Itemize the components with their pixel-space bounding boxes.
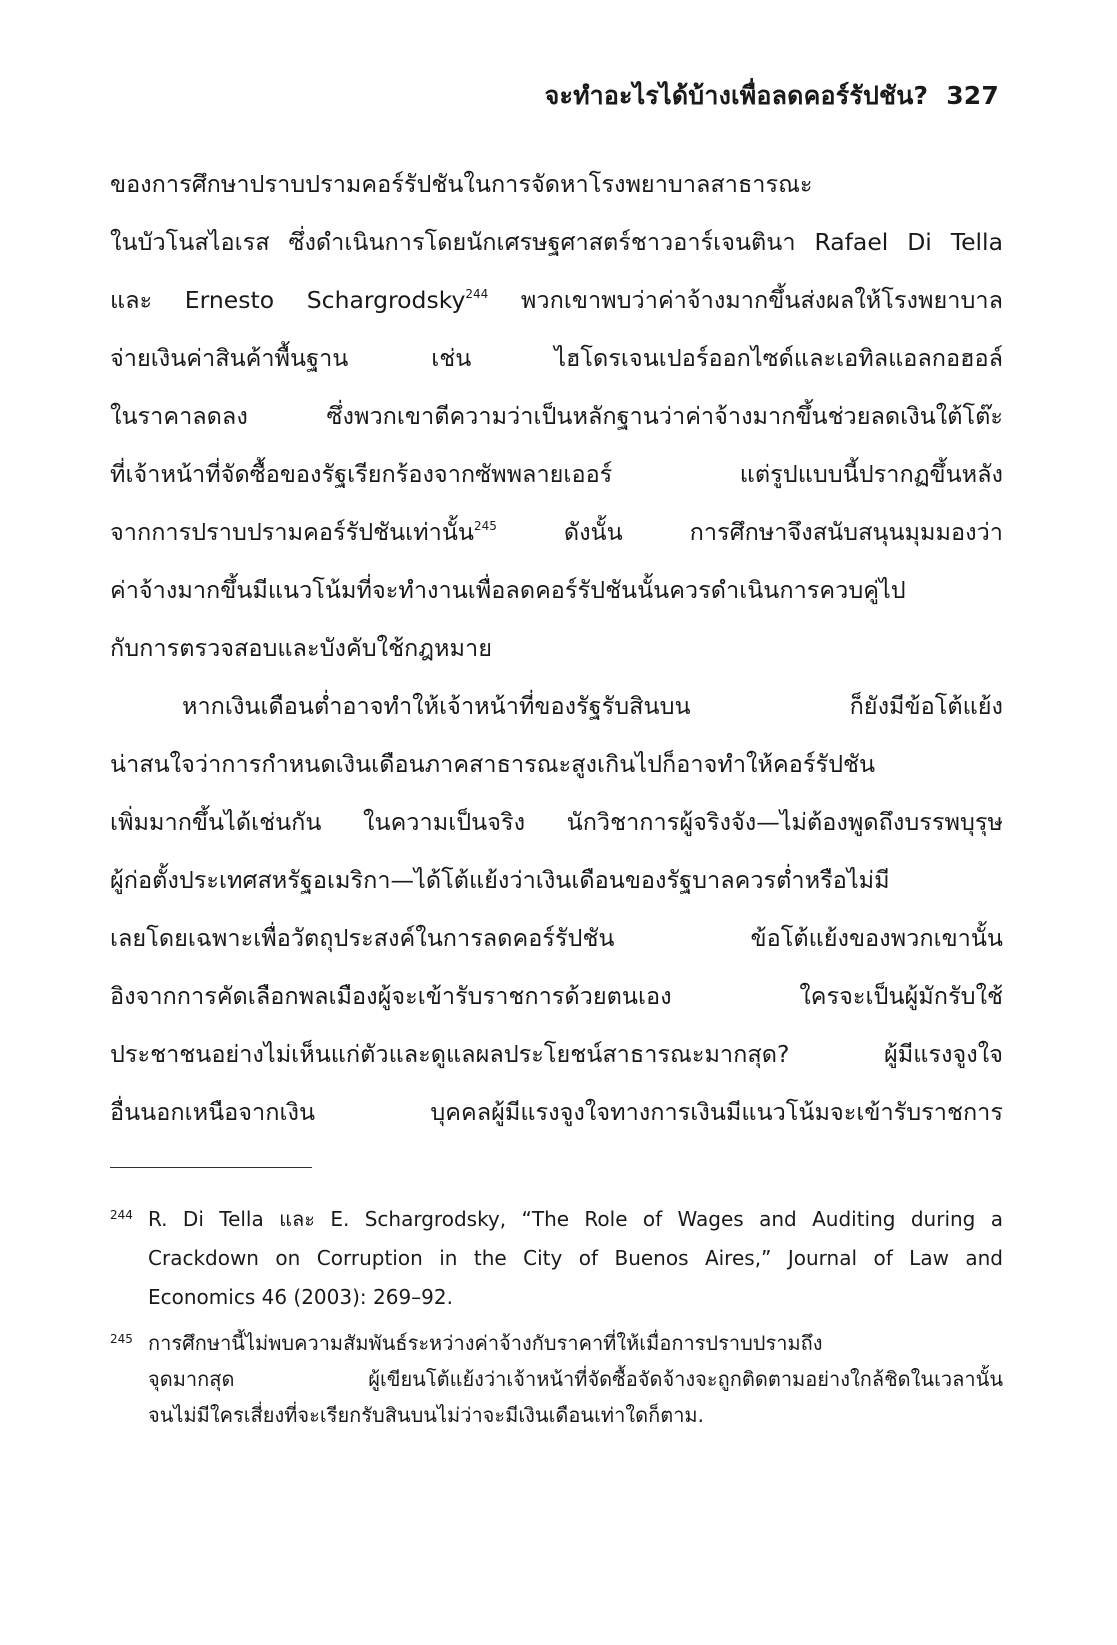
paragraph-2 bbox=[110, 677, 1003, 1141]
text-line: เพิ่มมากขึ้นได้เช่นกัน ในความเป็นจริง นักวิชาการผู้จริงจัง—ไม่ต้องพูดถึงบรรพบุรุษ bbox=[110, 808, 1003, 836]
text-line: กับการตรวจสอบและบังคับใช้กฎหมาย bbox=[110, 634, 492, 662]
footnote-line: R. Di Tella และ E. Schargrodsky, “The Role of Wages and Auditing during a bbox=[148, 1207, 1003, 1231]
paragraph-1 bbox=[110, 155, 1003, 677]
footnote-line: จุดมากสุด ผู้เขียนโต้แย้งว่าเจ้าหน้าที่จัดซื้อจัดจ้างจะถูกติดตามอย่างใกล้ชิดในเวลานั้น bbox=[148, 1367, 1003, 1391]
footnote-line: Crackdown on Corruption in the City of Buenos Aires,” Journal of Law and bbox=[148, 1246, 1003, 1270]
footnote-ref-244[interactable]: 244 bbox=[465, 287, 489, 301]
text-line bbox=[110, 271, 1003, 329]
footnote-number: 244 bbox=[110, 1208, 133, 1222]
footnote-ref-245[interactable]: 245 bbox=[473, 519, 497, 533]
text-line: น่าสนใจว่าการกำหนดเงินเดือนภาคสาธารณะสูงเกินไปก็อาจทำให้คอร์รัปชัน bbox=[110, 750, 876, 778]
text-line: หากเงินเดือนต่ำอาจทำให้เจ้าหน้าที่ของรัฐรับสินบน ก็ยังมีข้อโต้แย้ง bbox=[182, 692, 1003, 720]
footnote-244 bbox=[110, 1200, 1003, 1317]
text-line: ของการศึกษาปราบปรามคอร์รัปชันในการจัดหาโรงพยาบาลสาธารณะ bbox=[110, 170, 813, 198]
text-line: ประชาชนอย่างไม่เห็นแก่ตัวและดูแลผลประโยชน์สาธารณะมากสุด? ผู้มีแรงจูงใจ bbox=[110, 1040, 1003, 1068]
footnote-line: การศึกษานี้ไม่พบความสัมพันธ์ระหว่างค่าจ้างกับราคาที่ให้เมื่อการปราบปรามถึง bbox=[148, 1331, 823, 1355]
footnote-line: Economics 46 (2003): 269–92. bbox=[148, 1285, 453, 1309]
footnotes bbox=[110, 1200, 1003, 1441]
footnote-divider bbox=[110, 1167, 312, 1168]
text-line: ในบัวโนสไอเรส ซึ่งดำเนินการโดยนักเศรษฐศาสตร์ชาวอาร์เจนตินา Rafael Di Tella bbox=[110, 228, 1003, 256]
footnote-number: 245 bbox=[110, 1332, 133, 1346]
text-line bbox=[110, 503, 1003, 561]
text-line: เลยโดยเฉพาะเพื่อวัตถุประสงค์ในการลดคอร์รัปชัน ข้อโต้แย้งของพวกเขานั้น bbox=[110, 924, 1003, 952]
text-line: อื่นนอกเหนือจากเงิน บุคคลผู้มีแรงจูงใจทางการเงินมีแนวโน้มจะเข้ารับราชการ bbox=[110, 1098, 1003, 1126]
text-segment: และ Ernesto Schargrodsky bbox=[110, 286, 466, 314]
text-segment: พวกเขาพบว่าค่าจ้างมากขึ้นส่งผลให้โรงพยาบาล bbox=[488, 286, 1003, 314]
text-line: ที่เจ้าหน้าที่จัดซื้อของรัฐเรียกร้องจากซัพพลายเออร์ แต่รูปแบบนี้ปรากฏขึ้นหลัง bbox=[110, 460, 1003, 488]
text-line: จ่ายเงินค่าสินค้าพื้นฐาน เช่น ไฮโดรเจนเปอร์ออกไซด์และเอทิลแอลกอฮอล์ bbox=[110, 344, 1003, 372]
footnote-245 bbox=[110, 1325, 1003, 1433]
text-segment: ดังนั้น การศึกษาจึงสนับสนุนมุมมองว่า bbox=[496, 518, 1003, 546]
text-line: อิงจากการคัดเลือกพลเมืองผู้จะเข้ารับราชการด้วยตนเอง ใครจะเป็นผู้มักรับใช้ bbox=[110, 982, 1003, 1010]
footnote-line: จนไม่มีใครเสี่ยงที่จะเรียกรับสินบนไม่ว่าจะมีเงินเดือนเท่าใดก็ตาม. bbox=[148, 1403, 704, 1427]
body-text bbox=[110, 155, 1003, 1141]
text-segment: จากการปราบปรามคอร์รัปชันเท่านั้น bbox=[110, 518, 474, 546]
running-header bbox=[545, 76, 999, 116]
text-line: ผู้ก่อตั้งประเทศสหรัฐอเมริกา—ได้โต้แย้งว่าเงินเดือนของรัฐบาลควรต่ำหรือไม่มี bbox=[110, 866, 890, 894]
text-line: ค่าจ้างมากขึ้นมีแนวโน้มที่จะทำงานเพื่อลดคอร์รัปชันนั้นควรดำเนินการควบคู่ไป bbox=[110, 576, 906, 604]
page-number: 327 bbox=[946, 81, 999, 110]
chapter-title: จะทำอะไรได้บ้างเพื่อลดคอร์รัปชัน? bbox=[544, 81, 929, 110]
text-line: ในราคาลดลง ซึ่งพวกเขาตีความว่าเป็นหลักฐานว่าค่าจ้างมากขึ้นช่วยลดเงินใต้โต๊ะ bbox=[110, 402, 1003, 430]
